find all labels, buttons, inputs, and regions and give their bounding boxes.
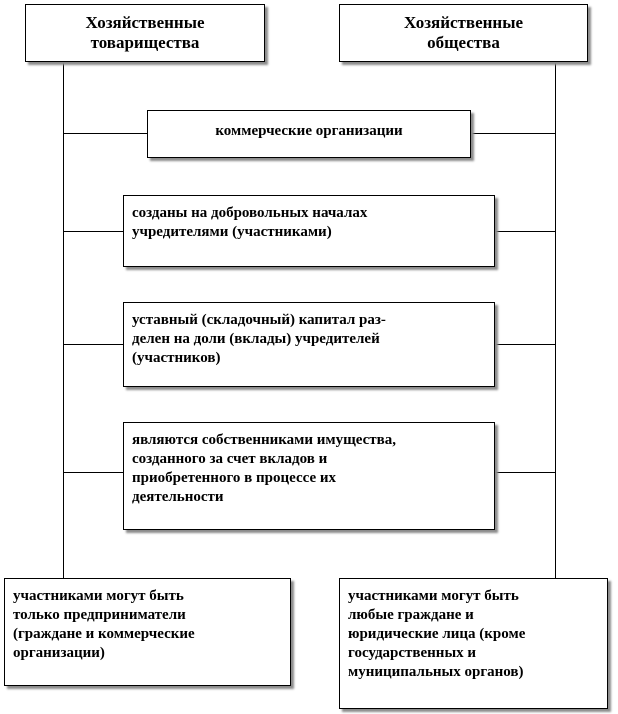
partnerships-participants-label: участниками могут быть только предприниматели (граждане и коммерческие организации)	[13, 588, 195, 661]
header-companies-label: Хозяйственные общества	[403, 13, 524, 52]
left-trunk-line	[63, 62, 64, 578]
right-trunk-line	[555, 62, 556, 578]
connector-left-feature-2	[63, 231, 123, 232]
feature-box-2	[123, 195, 495, 267]
connector-right-feature-3	[495, 344, 555, 345]
feature-box-4	[123, 422, 495, 530]
connector-left-feature-1	[63, 133, 147, 134]
feature-label-4: являются собственниками имущества, созданного за счет вкладов и приобретенного в процессе их деятельности	[132, 432, 397, 505]
connector-right-feature-1	[471, 133, 555, 134]
header-companies-box	[339, 4, 588, 62]
partnerships-participants-box	[4, 578, 291, 686]
header-partnerships-box	[25, 4, 265, 62]
feature-label-1: коммерческие организации	[215, 123, 403, 139]
connector-left-feature-4	[63, 472, 123, 473]
feature-box-1	[147, 110, 471, 158]
header-partnerships-label: Хозяйственные товарищества	[85, 13, 205, 52]
feature-label-2: созданы на добровольных началах учредителями (участниками)	[132, 205, 368, 240]
feature-box-3	[123, 302, 495, 387]
companies-participants-box	[339, 578, 608, 709]
companies-participants-label: участниками могут быть любые граждане и юридические лица (кроме государственных и муниципальных органов)	[348, 588, 526, 680]
connector-left-feature-3	[63, 344, 123, 345]
connector-right-feature-2	[495, 231, 555, 232]
connector-right-feature-4	[495, 472, 555, 473]
feature-label-3: уставный (складочный) капитал раз- делен на доли (вклады) учредителей (участников)	[132, 312, 386, 366]
